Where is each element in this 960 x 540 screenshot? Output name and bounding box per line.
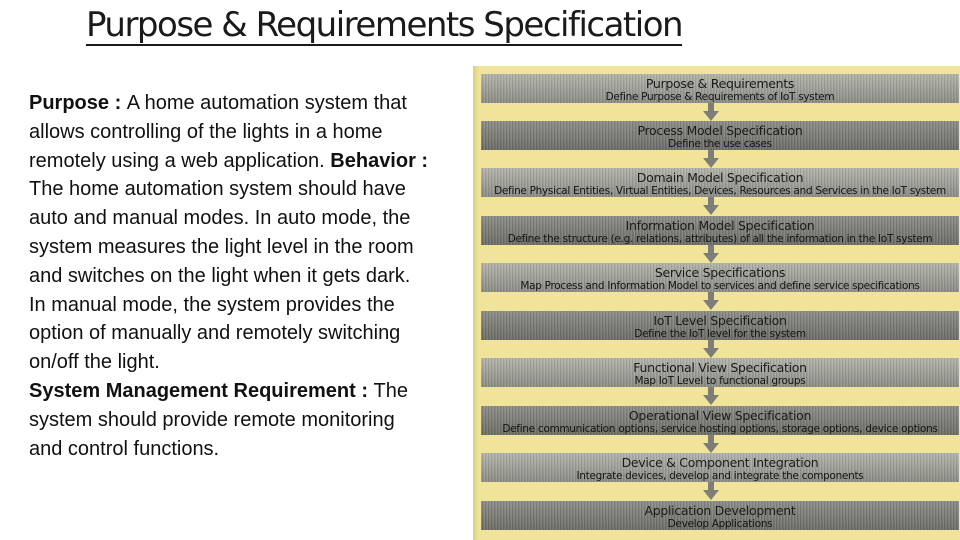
step-description: Define Physical Entities, Virtual Entities, Devices, Resources and Services in the IoT system (494, 185, 946, 197)
down-arrow-icon (703, 158, 719, 168)
step-title: Purpose & Requirements (645, 76, 795, 91)
step-description: Define communication options, service hosting options, storage options, device options (502, 423, 938, 435)
down-arrow-icon (703, 205, 719, 215)
step-iot-level (481, 311, 959, 340)
step-title: Information Model Specification (625, 218, 815, 233)
step-title: Operational View Specification (628, 408, 812, 423)
step-description: Define the use cases (668, 138, 772, 150)
step-device-component-integration (481, 453, 959, 482)
step-title: Application Development (644, 503, 796, 518)
down-arrow-icon (703, 348, 719, 358)
step-description: Integrate devices, develop and integrate the components (576, 470, 864, 482)
step-domain-model (481, 168, 959, 197)
down-arrow-icon (703, 111, 719, 121)
step-application-development (481, 501, 959, 530)
slide-body-text (29, 89, 429, 463)
step-service-specifications (481, 263, 959, 292)
down-arrow-icon (703, 300, 719, 310)
step-description: Develop Applications (667, 518, 773, 530)
step-description: Define Purpose & Requirements of IoT system (605, 91, 835, 103)
slide-title: Purpose & Requirements Specification (86, 5, 683, 45)
step-title: Service Specifications (654, 265, 786, 280)
down-arrow-icon (703, 443, 719, 453)
step-description: Map Process and Information Model to services and define service specifications (520, 280, 920, 292)
step-functional-view (481, 358, 959, 387)
step-information-model (481, 216, 959, 245)
step-description: Define the structure (e.g. relations, attributes) of all the information in the IoT system (507, 233, 933, 245)
step-title: Domain Model Specification (636, 170, 804, 185)
step-title: Functional View Specification (633, 360, 807, 375)
step-purpose-requirements (481, 74, 959, 103)
purpose-text: A home automation system that allows controlling of the lights in a home remotely using a web application. (29, 92, 407, 172)
system-management-text: The system should provide remote monitoring and control functions. (29, 379, 408, 460)
step-title: IoT Level Specification (653, 313, 787, 328)
down-arrow-icon (703, 490, 719, 500)
behavior-text: The home automation system should have auto and manual modes. In auto mode, the system measures the light level in the room and switches on the light when it gets dark. In manual mode, the system provides the option of manually and remotely switching on/off the light. (29, 178, 414, 374)
step-description: Define the IoT level for the system (634, 328, 806, 340)
step-title: Device & Component Integration (621, 455, 819, 470)
step-title: Process Model Specification (637, 123, 803, 138)
step-description: Map IoT Level to functional groups (634, 375, 806, 387)
methodology-diagram-image (473, 66, 960, 540)
step-process-model (481, 121, 959, 150)
down-arrow-icon (703, 253, 719, 263)
step-operational-view (481, 406, 959, 435)
system-management-label: System Management Requirement : (29, 379, 374, 402)
behavior-label: Behavior : (330, 149, 429, 172)
down-arrow-icon (703, 395, 719, 405)
scan-edge (473, 66, 479, 540)
purpose-label: Purpose : (29, 92, 127, 114)
